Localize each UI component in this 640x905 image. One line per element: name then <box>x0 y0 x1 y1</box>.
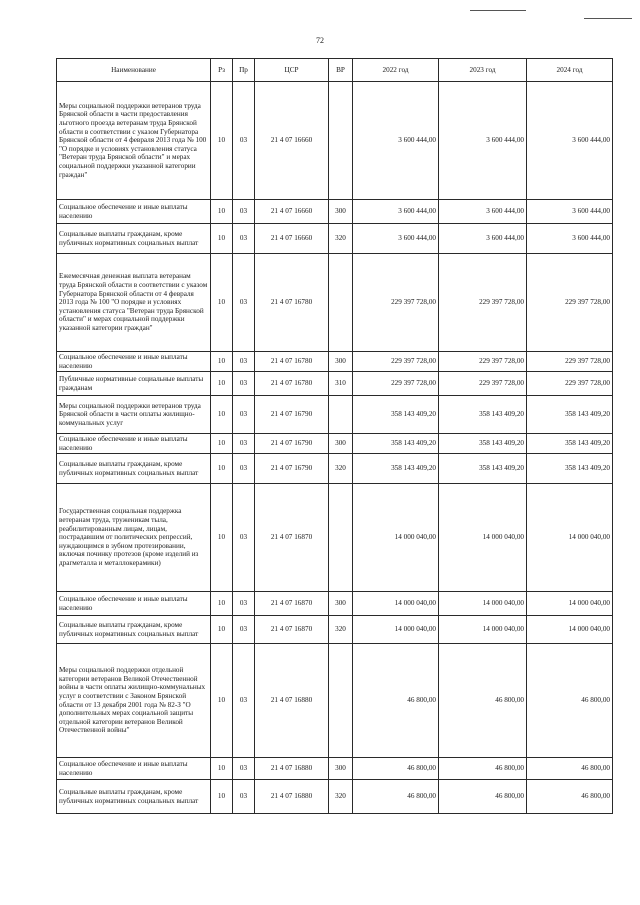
table-row <box>57 616 613 644</box>
table-row <box>57 592 613 616</box>
row-2023: 46 800,00 <box>439 644 527 758</box>
row-pr: 03 <box>233 758 255 780</box>
row-csr: 21 4 07 16880 <box>255 758 329 780</box>
row-2023: 229 397 728,00 <box>439 352 527 372</box>
row-rz: 10 <box>211 616 233 644</box>
row-vr: 320 <box>329 454 353 484</box>
row-2024: 14 000 040,00 <box>527 616 613 644</box>
table-row <box>57 434 613 454</box>
row-2022: 46 800,00 <box>353 780 439 814</box>
row-csr: 21 4 07 16870 <box>255 616 329 644</box>
row-csr: 21 4 07 16660 <box>255 224 329 254</box>
row-rz: 10 <box>211 780 233 814</box>
row-2024: 3 600 444,00 <box>527 224 613 254</box>
row-name: Меры социальной поддержки ветеранов труда Брянской области в части оплаты жилищно-коммунальных услуг <box>57 396 211 434</box>
row-vr <box>329 254 353 352</box>
header-2023: 2023 год <box>439 59 527 82</box>
row-2024: 229 397 728,00 <box>527 352 613 372</box>
header-row <box>57 59 613 82</box>
row-name: Меры социальной поддержки отдельной категории ветеранов Великой Отечественной войны в части оплаты жилищно-коммунальных услуг в соответствии с Законом Брянской области от 13 декабря 2001 года № 82-З "О дополнительных мерах социальной защиты отдельной категории ветеранов Великой Отечественной войны" <box>57 644 211 758</box>
row-pr: 03 <box>233 254 255 352</box>
row-name: Социальное обеспечение и иные выплаты населению <box>57 592 211 616</box>
row-csr: 21 4 07 16660 <box>255 200 329 224</box>
row-name: Социальное обеспечение и иные выплаты населению <box>57 434 211 454</box>
table-row <box>57 200 613 224</box>
table-row <box>57 484 613 592</box>
row-2022: 229 397 728,00 <box>353 254 439 352</box>
row-2022: 14 000 040,00 <box>353 592 439 616</box>
row-vr <box>329 484 353 592</box>
row-pr: 03 <box>233 434 255 454</box>
row-pr: 03 <box>233 484 255 592</box>
row-2023: 14 000 040,00 <box>439 592 527 616</box>
row-pr: 03 <box>233 616 255 644</box>
row-2022: 14 000 040,00 <box>353 484 439 592</box>
row-2024: 358 143 409,20 <box>527 434 613 454</box>
row-2023: 358 143 409,20 <box>439 396 527 434</box>
row-2024: 14 000 040,00 <box>527 484 613 592</box>
table-row <box>57 758 613 780</box>
header-csr: ЦСР <box>255 59 329 82</box>
row-name: Социальные выплаты гражданам, кроме публичных нормативных социальных выплат <box>57 454 211 484</box>
header-name: Наименование <box>57 59 211 82</box>
row-2022: 229 397 728,00 <box>353 352 439 372</box>
header-2024: 2024 год <box>527 59 613 82</box>
row-2023: 3 600 444,00 <box>439 200 527 224</box>
top-rule <box>470 10 526 11</box>
page-number: 72 <box>316 36 324 45</box>
header-2022: 2022 год <box>353 59 439 82</box>
row-2024: 14 000 040,00 <box>527 592 613 616</box>
row-pr: 03 <box>233 372 255 396</box>
row-name: Социальные выплаты гражданам, кроме публичных нормативных социальных выплат <box>57 224 211 254</box>
row-vr <box>329 644 353 758</box>
row-rz: 10 <box>211 434 233 454</box>
table-row <box>57 454 613 484</box>
row-2024: 46 800,00 <box>527 758 613 780</box>
row-2022: 3 600 444,00 <box>353 82 439 200</box>
row-rz: 10 <box>211 644 233 758</box>
row-csr: 21 4 07 16790 <box>255 434 329 454</box>
row-2023: 3 600 444,00 <box>439 224 527 254</box>
row-rz: 10 <box>211 224 233 254</box>
row-name: Социальные выплаты гражданам, кроме публичных нормативных социальных выплат <box>57 780 211 814</box>
row-rz: 10 <box>211 484 233 592</box>
table-row <box>57 780 613 814</box>
header-rz: Рз <box>211 59 233 82</box>
row-2024: 229 397 728,00 <box>527 372 613 396</box>
row-2023: 46 800,00 <box>439 758 527 780</box>
row-rz: 10 <box>211 82 233 200</box>
row-vr: 320 <box>329 224 353 254</box>
row-csr: 21 4 07 16880 <box>255 644 329 758</box>
row-2023: 14 000 040,00 <box>439 616 527 644</box>
budget-table <box>56 58 613 814</box>
row-rz: 10 <box>211 592 233 616</box>
row-csr: 21 4 07 16870 <box>255 484 329 592</box>
row-2022: 358 143 409,20 <box>353 396 439 434</box>
row-name: Государственная социальная поддержка ветеранам труда, труженикам тыла, реабилитированным лицам, лицам, пострадавшим от политических репрессий, нуждающимся в зубном протезировании, включая починку протезов (кроме изделий из драгметалла и металлокерамики) <box>57 484 211 592</box>
row-vr: 320 <box>329 780 353 814</box>
row-vr <box>329 396 353 434</box>
row-csr: 21 4 07 16790 <box>255 396 329 434</box>
row-vr: 300 <box>329 758 353 780</box>
top-rule <box>584 18 632 19</box>
row-csr: 21 4 07 16780 <box>255 254 329 352</box>
row-2022: 46 800,00 <box>353 758 439 780</box>
row-csr: 21 4 07 16780 <box>255 352 329 372</box>
row-2022: 358 143 409,20 <box>353 434 439 454</box>
row-2024: 358 143 409,20 <box>527 454 613 484</box>
row-2024: 3 600 444,00 <box>527 200 613 224</box>
row-2023: 229 397 728,00 <box>439 254 527 352</box>
row-pr: 03 <box>233 454 255 484</box>
row-vr: 300 <box>329 592 353 616</box>
row-2024: 46 800,00 <box>527 644 613 758</box>
row-rz: 10 <box>211 200 233 224</box>
row-rz: 10 <box>211 454 233 484</box>
row-2023: 46 800,00 <box>439 780 527 814</box>
row-name: Социальное обеспечение и иные выплаты населению <box>57 758 211 780</box>
row-pr: 03 <box>233 200 255 224</box>
row-2023: 358 143 409,20 <box>439 434 527 454</box>
row-name: Ежемесячная денежная выплата ветеранам труда Брянской области в соответствии с указом Губернатора Брянской области от 4 февраля 2013 года № 100 "О порядке и условиях установления статуса "Ветеран труда Брянской области" и мерах социальной поддержки указанной категории граждан" <box>57 254 211 352</box>
row-rz: 10 <box>211 372 233 396</box>
row-name: Меры социальной поддержки ветеранов труда Брянской области в части предоставления льготного проезда ветеранам труда Брянской области в соответствии с указом Губернатора Брянской области от 4 февраля 2013 года № 100 "О порядке и условиях установления статуса "Ветеран труда Брянской области" и мерах социальной поддержки указанной категории граждан" <box>57 82 211 200</box>
table-row <box>57 254 613 352</box>
row-name: Публичные нормативные социальные выплаты гражданам <box>57 372 211 396</box>
row-vr: 300 <box>329 200 353 224</box>
table-row <box>57 372 613 396</box>
row-pr: 03 <box>233 644 255 758</box>
row-name: Социальное обеспечение и иные выплаты населению <box>57 200 211 224</box>
row-2024: 46 800,00 <box>527 780 613 814</box>
row-vr: 300 <box>329 352 353 372</box>
row-2022: 3 600 444,00 <box>353 200 439 224</box>
row-2024: 358 143 409,20 <box>527 396 613 434</box>
row-vr: 320 <box>329 616 353 644</box>
table-row <box>57 224 613 254</box>
table-row <box>57 352 613 372</box>
row-2022: 14 000 040,00 <box>353 616 439 644</box>
header-vr: ВР <box>329 59 353 82</box>
table-row <box>57 644 613 758</box>
row-name: Социальное обеспечение и иные выплаты населению <box>57 352 211 372</box>
row-2022: 46 800,00 <box>353 644 439 758</box>
row-2022: 358 143 409,20 <box>353 454 439 484</box>
row-rz: 10 <box>211 396 233 434</box>
row-csr: 21 4 07 16790 <box>255 454 329 484</box>
row-2023: 229 397 728,00 <box>439 372 527 396</box>
row-2022: 3 600 444,00 <box>353 224 439 254</box>
row-pr: 03 <box>233 224 255 254</box>
row-pr: 03 <box>233 352 255 372</box>
row-csr: 21 4 07 16780 <box>255 372 329 396</box>
row-rz: 10 <box>211 758 233 780</box>
row-name: Социальные выплаты гражданам, кроме публичных нормативных социальных выплат <box>57 616 211 644</box>
table-row <box>57 82 613 200</box>
row-rz: 10 <box>211 254 233 352</box>
table-row <box>57 396 613 434</box>
row-csr: 21 4 07 16660 <box>255 82 329 200</box>
row-2023: 358 143 409,20 <box>439 454 527 484</box>
header-pr: Пр <box>233 59 255 82</box>
row-vr: 300 <box>329 434 353 454</box>
row-2022: 229 397 728,00 <box>353 372 439 396</box>
row-2024: 3 600 444,00 <box>527 82 613 200</box>
row-csr: 21 4 07 16880 <box>255 780 329 814</box>
row-csr: 21 4 07 16870 <box>255 592 329 616</box>
row-2023: 3 600 444,00 <box>439 82 527 200</box>
row-vr <box>329 82 353 200</box>
row-vr: 310 <box>329 372 353 396</box>
row-pr: 03 <box>233 592 255 616</box>
row-2023: 14 000 040,00 <box>439 484 527 592</box>
row-rz: 10 <box>211 352 233 372</box>
row-2024: 229 397 728,00 <box>527 254 613 352</box>
row-pr: 03 <box>233 82 255 200</box>
row-pr: 03 <box>233 780 255 814</box>
row-pr: 03 <box>233 396 255 434</box>
